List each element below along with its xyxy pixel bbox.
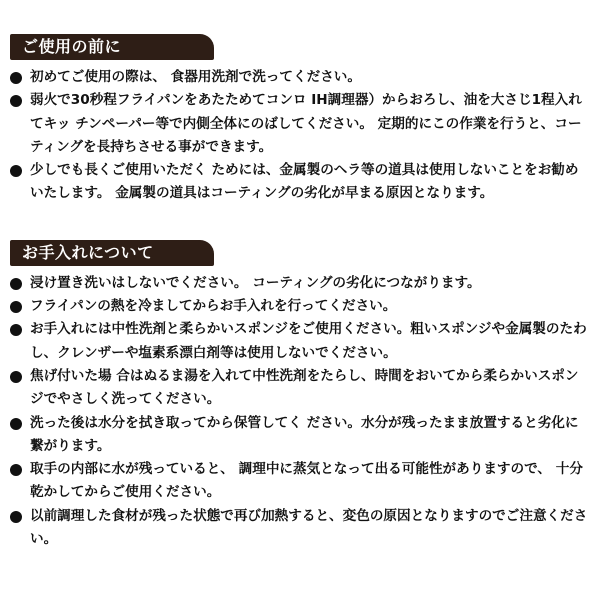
bullet-icon [10, 324, 22, 336]
list-item [10, 66, 590, 89]
bullet-icon [10, 418, 22, 430]
care-list [10, 272, 590, 552]
bullet-icon [10, 301, 22, 313]
before-use-list [10, 66, 590, 206]
section-before-use [10, 34, 590, 206]
section-care [10, 240, 590, 552]
list-item [10, 89, 590, 159]
list-item [10, 272, 590, 295]
item-text: 弱火で30秒程フライパンをあたためてコンロ IH調理器）からおろし、油を大さじ1程入れてキッ チンペーパー等で内側全体にのばしてください。 定期的にこの作業を行うと、コーティングを長持ちさせる事ができます。 [30, 92, 582, 155]
list-item [10, 318, 590, 365]
item-text: 洗った後は水分を拭き取ってから保管してく ださい。水分が残ったまま放置すると劣化に繋がります。 [30, 414, 579, 454]
bullet-icon [10, 371, 22, 383]
section-header-care: お手入れについて [10, 240, 214, 266]
bullet-icon [10, 511, 22, 523]
list-item [10, 365, 590, 412]
bullet-icon [10, 95, 22, 107]
list-item [10, 412, 590, 459]
list-item [10, 159, 590, 206]
bullet-icon [10, 72, 22, 84]
list-item [10, 505, 590, 552]
bullet-icon [10, 165, 22, 177]
item-text: 取手の内部に水が残っていると、 調理中に蒸気となって出る可能性がありますので、 十分乾かしてからご使用ください。 [30, 461, 583, 501]
list-item [10, 458, 590, 505]
item-text: 以前調理した食材が残った状態で再び加熱すると、変色の原因となりますのでご注意ください。 [30, 507, 588, 548]
item-text: 少しでも長くご使用いただく ためには、金属製のヘラ等の道具は使用しないことをお勧めいたします。 金属製の道具はコーティングの劣化が早まる原因となります。 [30, 162, 579, 202]
item-text: 初めてご使用の際は、 食器用洗剤で洗ってください。 [30, 69, 361, 85]
item-text: お手入れには中性洗剤と柔らかいスポンジをご使用ください。粗いスポンジや金属製のたわし、クレンザーや塩素系漂白剤等は使用しないでください。 [30, 321, 587, 361]
bullet-icon [10, 464, 22, 476]
item-text: 浸け置き洗いはしないでください。 コーティングの劣化につながります。 [30, 274, 481, 291]
item-text: 焦げ付いた場 合はぬるま湯を入れて中性洗剤をたらし、時間をおいてから柔らかいスポンジでやさしく洗ってください。 [30, 367, 579, 408]
bullet-icon [10, 278, 22, 290]
list-item [10, 295, 590, 318]
item-text: フライパンの熱を冷ましてからお手入れを行ってください。 [30, 298, 397, 315]
section-header-before-use: ご使用の前に [10, 34, 214, 60]
